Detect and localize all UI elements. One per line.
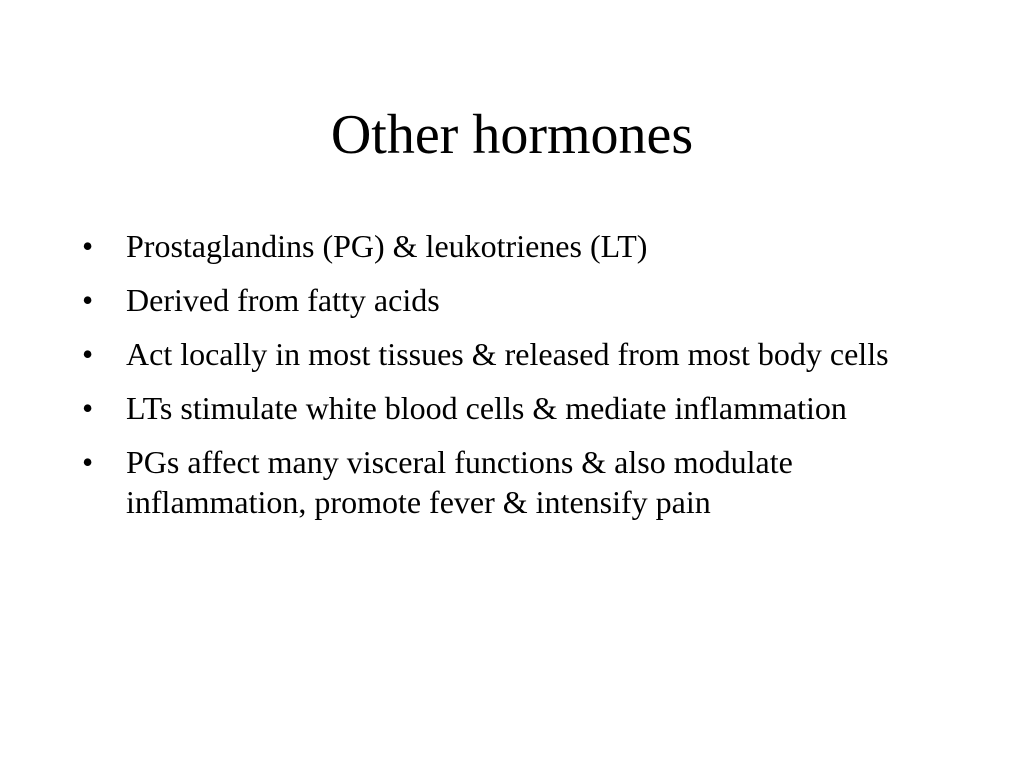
bullet-icon: •: [82, 336, 94, 372]
bullet-item: [82, 280, 962, 320]
bullet-item: [82, 334, 962, 374]
bullet-text: LTs stimulate white blood cells & mediate inflammation: [126, 390, 847, 426]
bullet-item: [82, 388, 962, 428]
bullet-text: PGs affect many visceral functions & also modulate inflammation, promote fever & intensify pain: [126, 444, 793, 520]
bullet-text: Prostaglandins (PG) & leukotrienes (LT): [126, 228, 648, 264]
bullet-icon: •: [82, 444, 94, 480]
bullet-item: [82, 226, 962, 266]
bullet-list: [82, 226, 962, 536]
bullet-item: [82, 442, 962, 522]
slide-title: Other hormones: [330, 104, 694, 166]
bullet-icon: •: [82, 228, 94, 264]
bullet-text: Act locally in most tissues & released from most body cells: [126, 336, 889, 372]
bullet-text: Derived from fatty acids: [126, 282, 440, 318]
bullet-icon: •: [82, 390, 94, 426]
bullet-icon: •: [82, 282, 94, 318]
